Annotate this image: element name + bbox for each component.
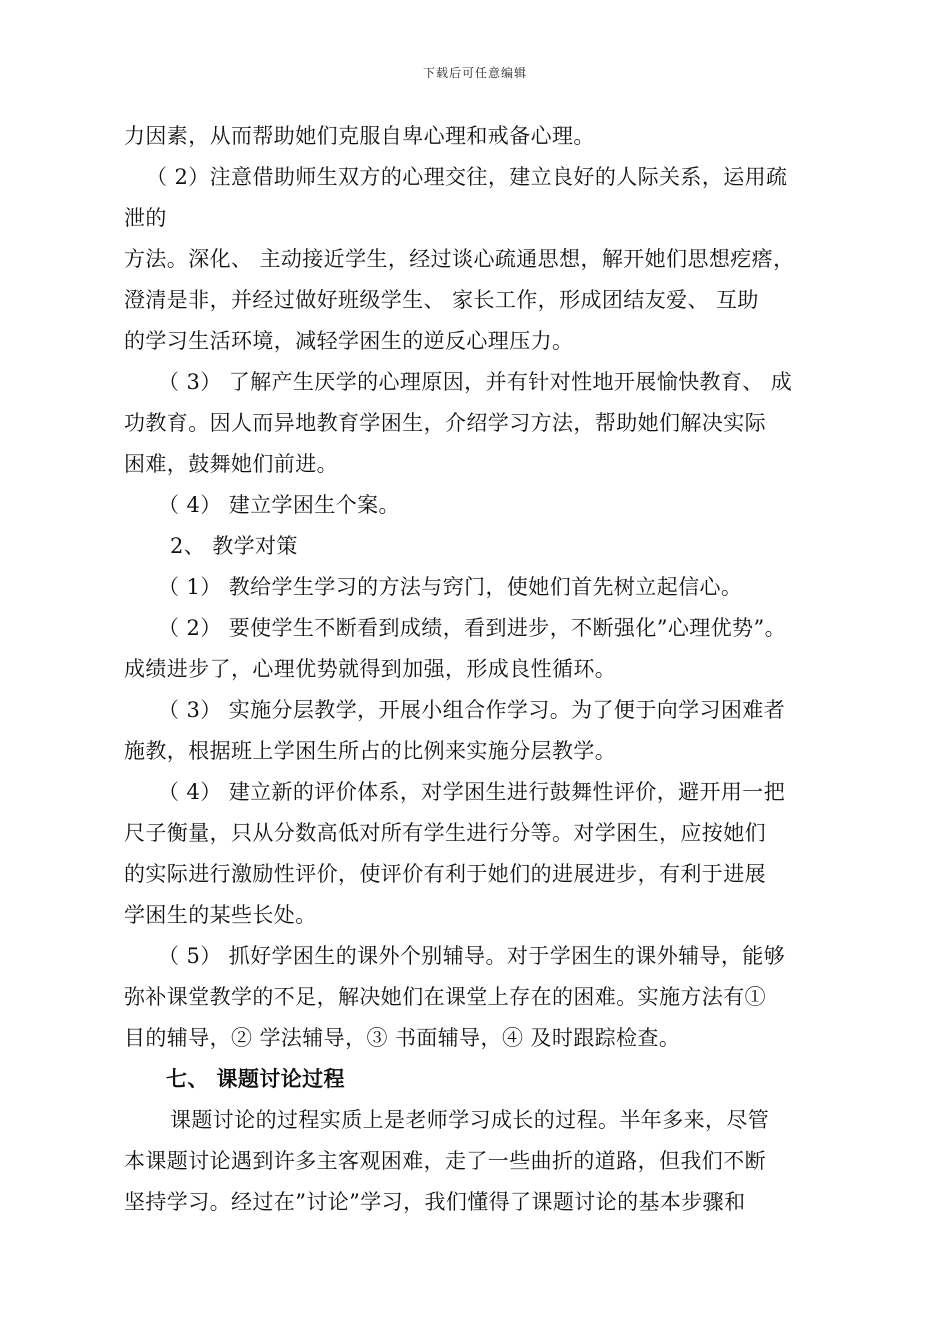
page-header: 下载后可任意编辑 [422, 66, 527, 80]
text-line: （ 2）注意借助师生双方的心理交往，建立良好的人际关系，运用疏 [146, 165, 788, 189]
text-line: （ 5） 抓好学困生的课外个别辅导。对于学困生的课外辅导，能够 [158, 944, 786, 968]
text-line: （ 2） 要使学生不断看到成绩，看到进步，不断强化”心理优势”。 [158, 616, 786, 640]
text-line: 学困生的某些长处。 [124, 903, 317, 927]
text-line: 澄清是非，并经过做好班级学生、 家长工作，形成团结友爱、 互助 [124, 288, 759, 312]
text-line: 力因素，从而帮助她们克服自卑心理和戒备心理。 [124, 124, 595, 148]
text-line: （ 3） 了解产生厌学的心理原因，并有针对性地开展愉快教育、 成 [158, 370, 793, 394]
text-line: 的实际进行激励性评价，使评价有利于她们的进展进步，有利于进展 [124, 862, 766, 886]
text-line: 功教育。因人而异地教育学困生，介绍学习方法，帮助她们解决实际 [124, 411, 766, 435]
text-line: （ 4） 建立学困生个案。 [158, 493, 400, 517]
text-line: 困难，鼓舞她们前进。 [124, 452, 338, 476]
text-line: 课题讨论的过程实质上是老师学习成长的过程。半年多来，尽管 [170, 1108, 770, 1132]
text-line: 目的辅导，② 学法辅导，③ 书面辅导，④ 及时跟踪检查。 [124, 1026, 681, 1050]
text-line: （ 3） 实施分层教学，开展小组合作学习。为了便于向学习困难者 [158, 698, 786, 722]
section-subheading: 2、 教学对策 [170, 534, 298, 558]
text-line: 尺子衡量，只从分数高低对所有学生进行分等。对学困生，应按她们 [124, 821, 766, 845]
text-line: 施教，根据班上学困生所占的比例来实施分层教学。 [124, 739, 617, 763]
text-line: 的学习生活环境，减轻学困生的逆反心理压力。 [124, 329, 574, 353]
text-line: 方法。深化、 主动接近学生，经过谈心疏通思想，解开她们思想疙瘩， [124, 247, 795, 271]
text-line: 成绩进步了，心理优势就得到加强，形成良性循环。 [124, 657, 617, 681]
text-line: （ 1） 教给学生学习的方法与窍门，使她们首先树立起信心。 [158, 575, 743, 599]
section-heading: 七、 课题讨论过程 [166, 1067, 345, 1091]
text-line: （ 4） 建立新的评价体系，对学困生进行鼓舞性评价，避开用一把 [158, 780, 786, 804]
text-line: 本课题讨论遇到许多主客观困难，走了一些曲折的道路，但我们不断 [124, 1149, 766, 1173]
text-line: 弥补课堂教学的不足，解决她们在课堂上存在的困难。实施方法有① [124, 985, 766, 1009]
text-line: 泄的 [124, 206, 167, 230]
text-line: 坚持学习。经过在”讨论”学习，我们懂得了课题讨论的基本步骤和 [124, 1190, 746, 1214]
